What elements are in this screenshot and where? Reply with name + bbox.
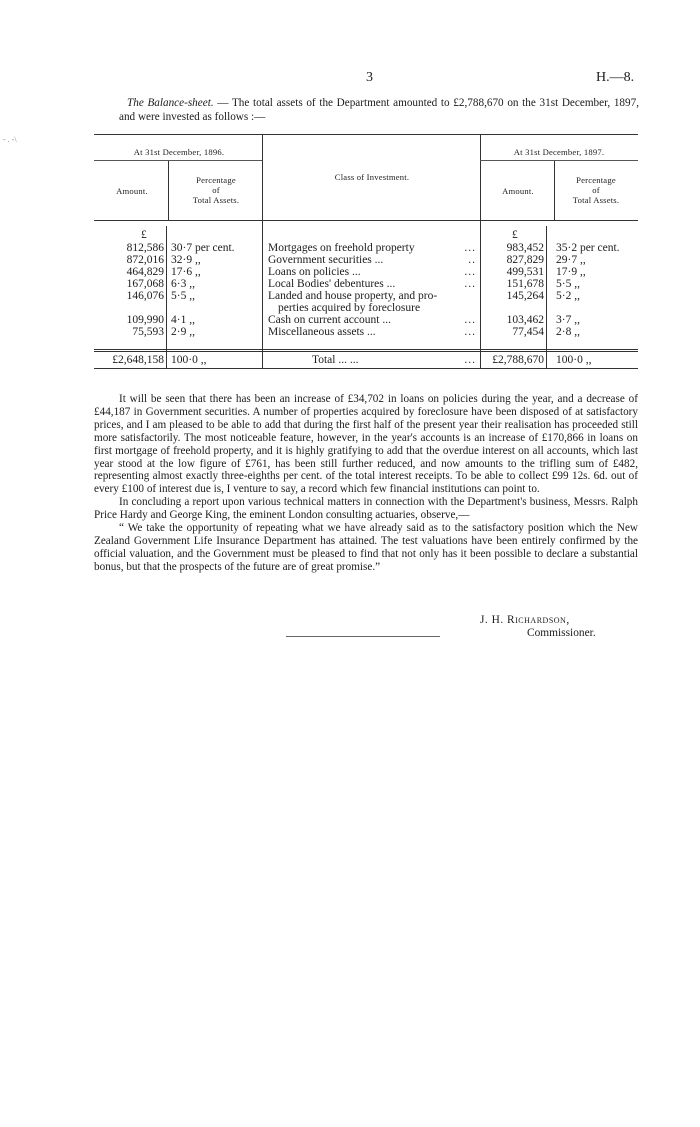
percentage-1896: 30·7 per cent.	[171, 242, 235, 254]
group-rule	[94, 160, 262, 161]
table-bottom-rule	[94, 368, 638, 369]
amount-header-1896: Amount.	[116, 186, 148, 196]
group-header-1896: At 31st December, 1896.	[133, 147, 225, 157]
column-divider	[168, 160, 169, 220]
percentage-1896: 5·5 ,,	[171, 290, 195, 302]
intro-paragraph	[119, 96, 639, 124]
paragraph: It will be seen that there has been an increase of £34,702 in loans on policies during the year, and a decrease of £44,187 in Government securities. A number of properties acquired by foreclosure have been disposed of at satisfactory prices, and I am pleased to be able to add that during the first half of the present year their realisation has proceeded still more satisfactorily. The most noticeable feature, however, in the year's accounts is an increase of £170,866 in loans on first mortgage of freehold property, and it is highly gratifying to add that the overdue interest on all accounts, which last year stood at the low figure of £761, has been still further reduced, and now amounts to the trifling sum of £482, representing almost exactly three-eighths per cent. of the total interest receipts. To be able to collect £99 12s. 6d. out of every £100 of interest due is, I venture to say, a record which few financial institutions can point to.	[94, 393, 638, 496]
percentage-1896: 32·9 ,,	[171, 254, 201, 266]
percentage-1896: 4·1 ,,	[171, 314, 195, 326]
total-1896: £2,648,158	[112, 354, 164, 366]
document-reference: H.—8.	[596, 70, 635, 85]
amount-1897: 499,531	[506, 266, 544, 278]
body-text	[94, 393, 638, 574]
percentage-1897: 35·2 per cent.	[556, 242, 620, 254]
amount-1897: 151,678	[506, 278, 544, 290]
percentage-header-1896: Percentage of Total Assets.	[192, 175, 240, 205]
percentage-1896: 2·9 ,,	[171, 326, 195, 338]
amount-1896: 146,076	[126, 290, 164, 302]
total-percentage-1897: 100·0 ,,	[556, 354, 592, 366]
amount-1896: 464,829	[126, 266, 164, 278]
total-1897: £2,788,670	[492, 354, 544, 366]
table-top-rule	[94, 134, 638, 135]
amount-1897: 983,452	[506, 242, 544, 254]
section-heading: The Balance-sheet.	[127, 97, 214, 109]
intro-text: — The total assets of the Department amounted to £2,788,670 on the 31st December, 1897, and were invested as follows :—	[119, 97, 639, 123]
column-divider	[546, 226, 547, 368]
end-rule	[286, 636, 440, 637]
amount-1897: 145,264	[506, 290, 544, 302]
paragraph: In concluding a report upon various technical matters in connection with the Department's business, Messrs. Ralph Price Hardy and George King, the eminent London consulting actuaries, observe,—	[94, 496, 638, 522]
group-header-1897: At 31st December, 1897.	[513, 147, 605, 157]
percentage-1897: 3·7 ,,	[556, 314, 580, 326]
amount-1897: 103,462	[506, 314, 544, 326]
amount-1896: 75,593	[132, 326, 164, 338]
amount-1897: 77,454	[512, 326, 544, 338]
table-total-rule	[94, 349, 638, 350]
amount-header-1897: Amount.	[502, 186, 534, 196]
amount-1896: 109,990	[126, 314, 164, 326]
group-rule	[480, 160, 638, 161]
class-header: Class of Investment.	[334, 172, 410, 182]
percentage-1897: 2·8 ,,	[556, 326, 580, 338]
signatory-title: Commissioner.	[527, 627, 596, 639]
amount-1896: 872,016	[126, 254, 164, 266]
currency-symbol: £	[141, 229, 147, 241]
percentage-1896: 17·6 ,,	[171, 266, 201, 278]
percentage-1897: 29·7 ,,	[556, 254, 586, 266]
amount-1896: 812,586	[126, 242, 164, 254]
percentage-1897: 5·5 ,,	[556, 278, 580, 290]
currency-symbol: £	[512, 229, 518, 241]
total-percentage-1896: 100·0 ,,	[171, 354, 207, 366]
page-number: 3	[366, 70, 373, 85]
percentage-1897: 17·9 ,,	[556, 266, 586, 278]
margin-mark: - . -\	[3, 135, 17, 144]
column-divider	[480, 134, 481, 368]
quoted-paragraph: “ We take the opportunity of repeating what we have already said as to the satisfactory position which the New Zealand Government Life Insurance Department has attained. The test valuations have been entirely confirmed by the official valuation, and the Government must be pleased to find that not only has it been possible to declare a substantial bonus, but that the prospects of the future are of great promise.”	[94, 522, 638, 573]
column-divider	[262, 134, 263, 368]
table-total-rule-2	[94, 351, 638, 352]
column-divider	[166, 226, 167, 368]
investment-class-continued: perties acquired by foreclosure	[278, 302, 421, 314]
signatory-name: J. H. Richardson,	[480, 614, 570, 626]
amount-1897: 827,829	[506, 254, 544, 266]
percentage-1897: 5·2 ,,	[556, 290, 580, 302]
table-header-rule	[94, 220, 638, 221]
amount-1896: 167,068	[126, 278, 164, 290]
percentage-header-1897: Percentage of Total Assets.	[572, 175, 620, 205]
percentage-1896: 6·3 ,,	[171, 278, 195, 290]
